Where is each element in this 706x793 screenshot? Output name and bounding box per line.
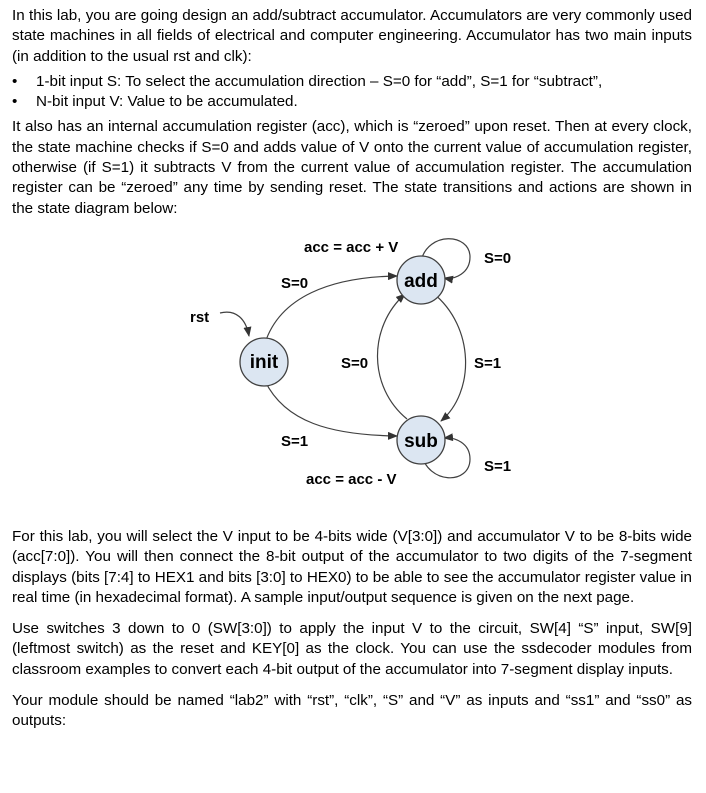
input-list bbox=[12, 72, 692, 113]
sub-self-label: S=1 bbox=[484, 457, 512, 475]
state-diagram-svg bbox=[0, 237, 706, 497]
sub-to-add-arrow bbox=[377, 294, 407, 419]
list-item bbox=[12, 92, 692, 112]
lab-description-paragraph: For this lab, you will select the V input to be 4-bits wide (V[3:0]) and accumulator V to be 8-bits wide (acc[7:0]). You will then connect the 8-bit output of the accumulator to two digits of the 7-segment displays (bits [7:4] to HEX1 and bits [3:0] to HEX0) to be able to see the accumulator register value in real time (in hexadecimal format). A sample input/output sequence is given on the next page. bbox=[12, 527, 692, 606]
init-to-add-label: S=0 bbox=[281, 274, 309, 292]
init-to-sub-label: S=1 bbox=[281, 432, 309, 450]
add-self-label: S=0 bbox=[484, 249, 512, 267]
bullet-icon: • bbox=[12, 93, 18, 111]
sub-to-add-label: S=0 bbox=[341, 354, 369, 372]
add-to-sub-arrow bbox=[433, 293, 466, 421]
rst-arrow bbox=[220, 312, 249, 336]
internal-register-paragraph: It also has an internal accumulation register (acc), which is “zeroed” upon reset. Then at every clock, the state machine checks if S=0 and adds value of V onto the current value of accumulation register, otherwise (if S=1) it subtracts V from the current value of accumulation register. The accumulation register can be “zeroed” any time by sending reset. The state transitions and actions are shown in the state diagram below: bbox=[12, 118, 692, 217]
bullet-text: 1-bit input S: To select the accumulation direction – S=0 for “add”, S=1 for “subtract”, bbox=[36, 72, 603, 90]
rst-label: rst bbox=[190, 308, 210, 326]
state-diagram bbox=[0, 237, 706, 497]
module-paragraph: Your module should be named “lab2” with “rst”, “clk”, “S” and “V” as inputs and “ss1” and “ss0” as outputs: bbox=[12, 692, 692, 730]
sub-action-label: acc = acc - V bbox=[306, 470, 397, 488]
init-to-sub-arrow bbox=[265, 381, 397, 436]
add-action-label: acc = acc + V bbox=[304, 238, 399, 256]
sub-state-label: sub bbox=[404, 430, 438, 452]
intro-paragraph: In this lab, you are going design an add/subtract accumulator. Accumulators are very commonly used state machines in all fields of electrical and computer engineering. Accumulator has two main inputs (in addition to the usual rst and clk): bbox=[12, 7, 692, 65]
init-state-label: init bbox=[249, 351, 279, 373]
bullet-icon: • bbox=[12, 72, 18, 90]
list-item bbox=[12, 72, 692, 92]
add-state-label: add bbox=[404, 270, 438, 292]
add-to-sub-label: S=1 bbox=[474, 354, 502, 372]
switches-paragraph: Use switches 3 down to 0 (SW[3:0]) to apply the input V to the circuit, SW[4] “S” input, SW[9] (leftmost switch) as the reset and KEY[0] as the clock. You can use the ssdecoder modules from classroom examples to convert each 4-bit output of the accumulator into 7-segment display inputs. bbox=[12, 620, 692, 678]
document bbox=[12, 6, 692, 732]
bullet-text: N-bit input V: Value to be accumulated. bbox=[36, 93, 298, 111]
